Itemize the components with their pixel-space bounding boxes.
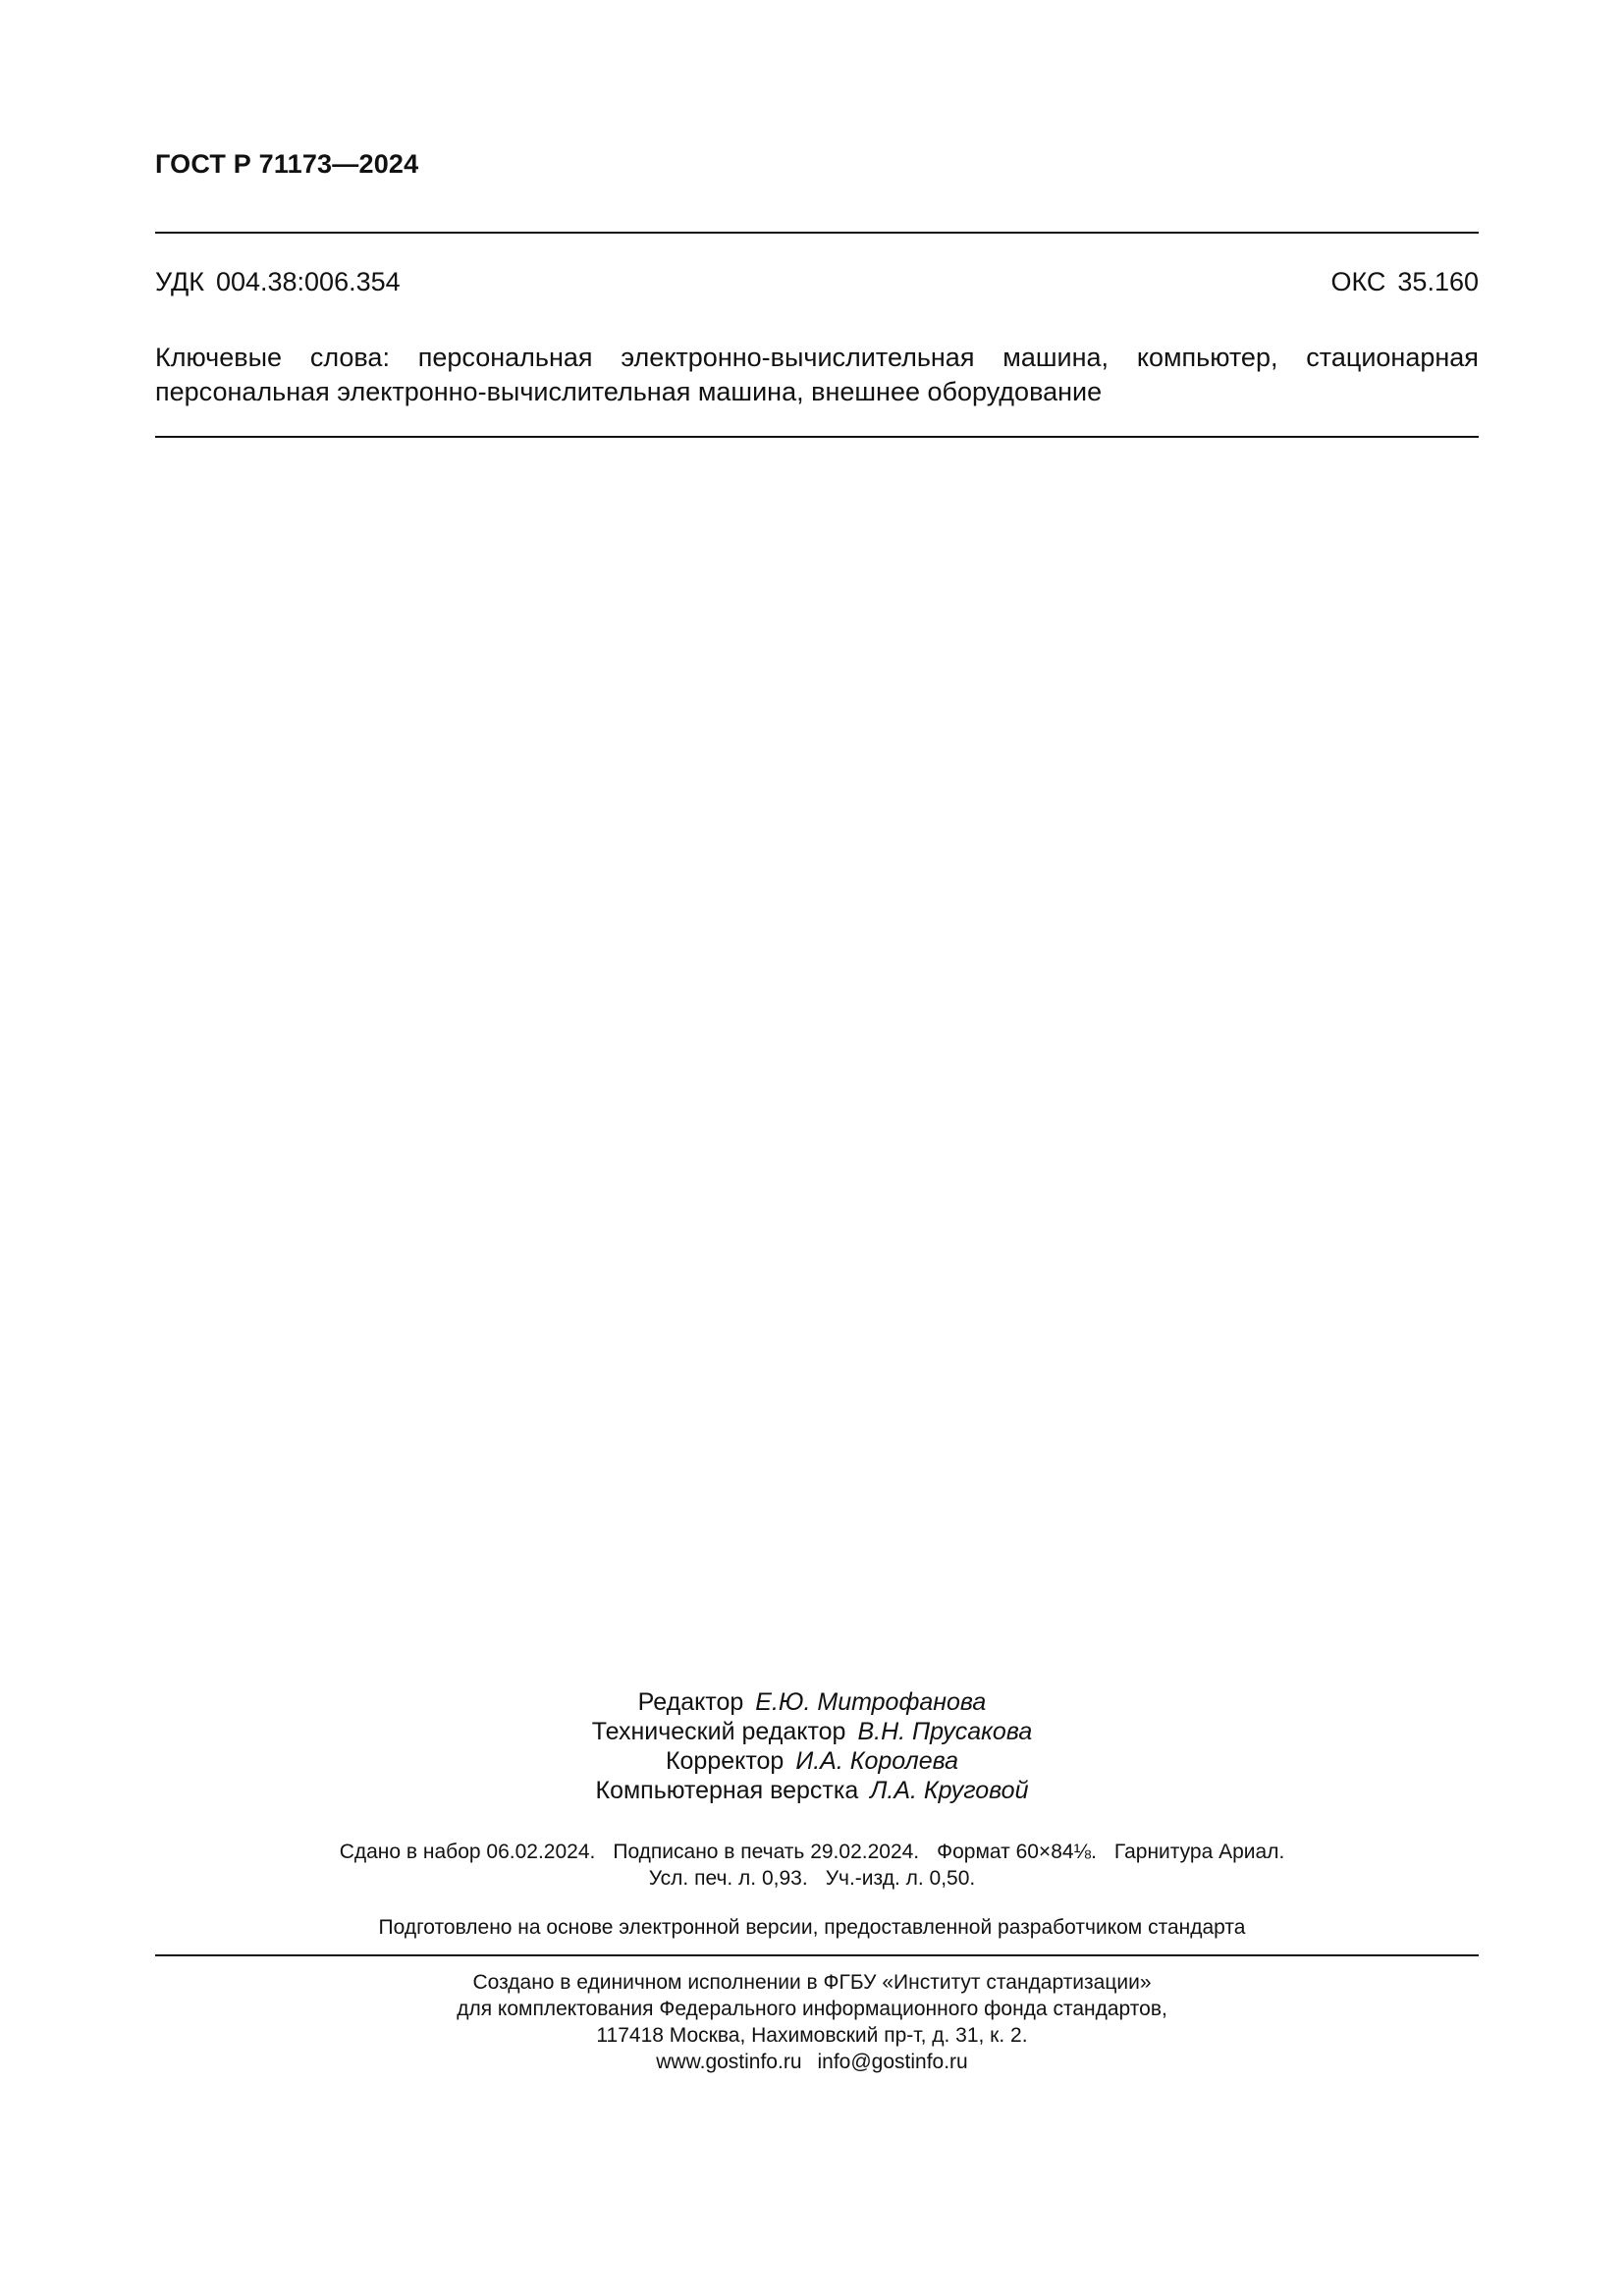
staff-role: Компьютерная верстка — [595, 1777, 859, 1804]
divider-keywords — [155, 436, 1479, 438]
publisher-line-1: Создано в единичном исполнении в ФГБУ «Институт стандартизации» — [472, 1971, 1152, 1994]
staff-credits — [0, 1687, 1624, 1805]
oks-code — [1330, 267, 1479, 297]
udc-code — [155, 267, 401, 297]
staff-row-tech-editor — [0, 1717, 1624, 1746]
keywords-line-1 — [155, 341, 1479, 375]
divider-top — [155, 232, 1479, 234]
publisher-contacts — [0, 2049, 1624, 2075]
divider-bottom — [155, 1954, 1479, 1956]
publisher-address: 117418 Москва, Нахимовский пр-т, д. 31, к. 2. — [596, 2024, 1028, 2047]
udc-label: УДК — [155, 267, 204, 296]
standard-id: ГОСТ Р 71173—2024 — [155, 149, 419, 179]
typeface: Гарнитура Ариал. — [1113, 1841, 1285, 1863]
print-info-line-2 — [0, 1865, 1624, 1892]
staff-role: Технический редактор — [591, 1718, 846, 1745]
classification-row — [155, 267, 1479, 297]
keywords-line-2: персональная электронно-вычислительная машина, внешнее оборудование — [155, 377, 1103, 406]
website-link[interactable]: www.gostinfo.ru — [656, 2051, 802, 2073]
oks-label: ОКС — [1330, 267, 1386, 296]
staff-role: Редактор — [637, 1688, 744, 1716]
keywords-block — [155, 341, 1479, 409]
prepared-note: Подготовлено на основе электронной версии, предоставленной разработчиком стандарта — [378, 1916, 1246, 1939]
print-info — [0, 1839, 1624, 1892]
keyword-word: стационарная — [1306, 343, 1479, 372]
paper-format: Формат 60×84⅛. — [937, 1841, 1097, 1863]
staff-name: Л.А. Круговой — [870, 1777, 1029, 1804]
staff-name: И.А. Королева — [795, 1747, 959, 1775]
staff-row-layout — [0, 1776, 1624, 1805]
signed-date: Подписано в печать 29.02.2024. — [613, 1841, 920, 1863]
print-info-line-1 — [0, 1839, 1624, 1865]
submitted-date: Сдано в набор 06.02.2024. — [339, 1841, 596, 1863]
publisher-line-2: для комплектования Федерального информационного фонда стандартов, — [457, 1998, 1167, 2020]
keyword-word: Ключевые — [155, 343, 282, 372]
email-link[interactable]: info@gostinfo.ru — [817, 2051, 968, 2073]
keyword-word: электронно-вычислительная — [621, 343, 975, 372]
staff-row-editor — [0, 1687, 1624, 1717]
keyword-word: компьютер, — [1136, 343, 1278, 372]
staff-name: Е.Ю. Митрофанова — [755, 1688, 987, 1716]
keyword-word: машина, — [1002, 343, 1110, 372]
staff-row-proofreader — [0, 1746, 1624, 1776]
publisher-info — [0, 1969, 1624, 2075]
keyword-word: персональная — [417, 343, 593, 372]
staff-name: В.Н. Прусакова — [857, 1718, 1033, 1745]
oks-value: 35.160 — [1397, 267, 1479, 296]
udc-value: 004.38:006.354 — [215, 267, 401, 296]
print-sheets: Усл. печ. л. 0,93. — [648, 1867, 808, 1890]
staff-role: Корректор — [665, 1747, 785, 1775]
publishing-sheets: Уч.-изд. л. 0,50. — [825, 1867, 976, 1890]
keyword-word: слова: — [309, 343, 390, 372]
